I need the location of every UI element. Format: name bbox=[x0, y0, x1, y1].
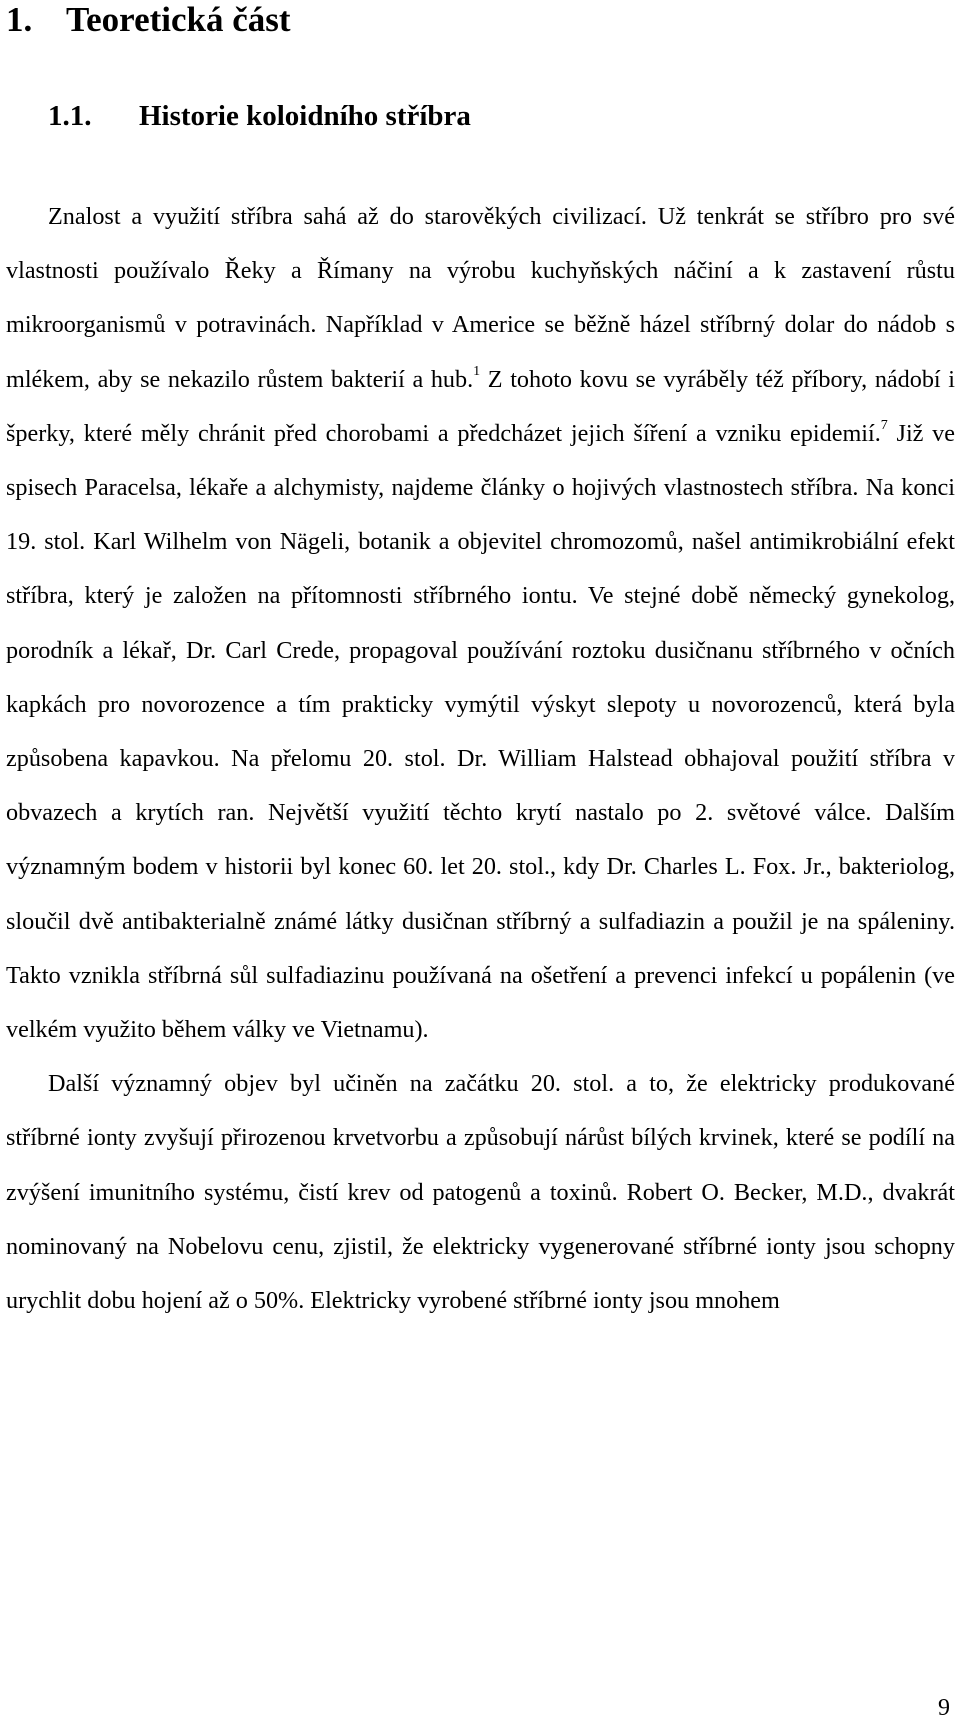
page-number: 9 bbox=[938, 1695, 950, 1721]
paragraph-text: Z tohoto kovu se vyráběly též příbory, nádobí i šperky, které měly chránit před chorobami a předcházet jejich šíření a vzniku epidemií. bbox=[6, 365, 955, 447]
chapter-number: 1. bbox=[6, 0, 33, 39]
section-title: Historie koloidního stříbra bbox=[139, 100, 471, 132]
body-text bbox=[6, 190, 955, 1328]
footnote-reference: 7 bbox=[880, 417, 888, 433]
paragraph: Další významný objev byl učiněn na začátku 20. stol. a to, že elektricky produkované stříbrné ionty zvyšují přirozenou krvetvorbu a způsobují nárůst bílých krvinek, které se podílí na zvýšení imunitního systému, čistí krev od patogenů a toxinů. Robert O. Becker, M.D., dvakrát nominovaný na Nobelovu cenu, zjistil, že elektricky vygenerované stříbrné ionty jsou schopny urychlit dobu hojení až o 50%. Elektricky vyrobené stříbrné ionty jsou mnohem bbox=[6, 1070, 955, 1315]
paragraph bbox=[6, 190, 955, 1057]
section-number: 1.1. bbox=[48, 100, 92, 132]
section-heading bbox=[48, 98, 471, 134]
paragraph-text: Znalost a využití stříbra sahá až do starověkých civilizací. Už tenkrát se stříbro pro své vlastnosti používalo Řeky a Římany na výrobu kuchyňských náčiní a k zastavení růstu mikroorganismů v potravinách. Například v Americe se běžně házel stříbrný dolar do nádob s mlékem, aby se nekazilo růstem bakterií a hub. bbox=[6, 203, 955, 393]
footnote-reference: 1 bbox=[473, 363, 481, 379]
paragraph-text: Již ve spisech Paracelsa, lékaře a alchymisty, najdeme články o hojivých vlastnostech stříbra. Na konci 19. stol. Karl Wilhelm von Nägeli, botanik a objevitel chromozomů, našel antimikrobiální efekt stříbra, který je založen na přítomnosti stříbrného iontu. Ve stejné době německý gynekolog, porodník a lékař, Dr. Carl Crede, propagoval používání roztoku dusičnanu stříbrného v očních kapkách pro novorozence a tím prakticky vymýtil výskyt slepoty u novorozenců, která byla způsobena kapavkou. Na přelomu 20. stol. Dr. William Halstead obhajoval použití stříbra v obvazech a krytích ran. Největší využití těchto krytí nastalo po 2. světové válce. Dalším významným bodem v historii byl konec 60. let 20. stol., kdy Dr. Charles L. Fox. Jr., bakteriolog, sloučil dvě antibakterialně známé látky dusičnan stříbrný a sulfadiazin a použil je na spáleniny. Takto vznikla stříbrná sůl sulfadiazinu používaná na ošetření a prevenci infekcí u popálenin (ve velkém využito během války ve Vietnamu). bbox=[6, 419, 956, 1044]
chapter-title: Teoretická část bbox=[66, 0, 291, 39]
chapter-heading bbox=[6, 0, 291, 40]
